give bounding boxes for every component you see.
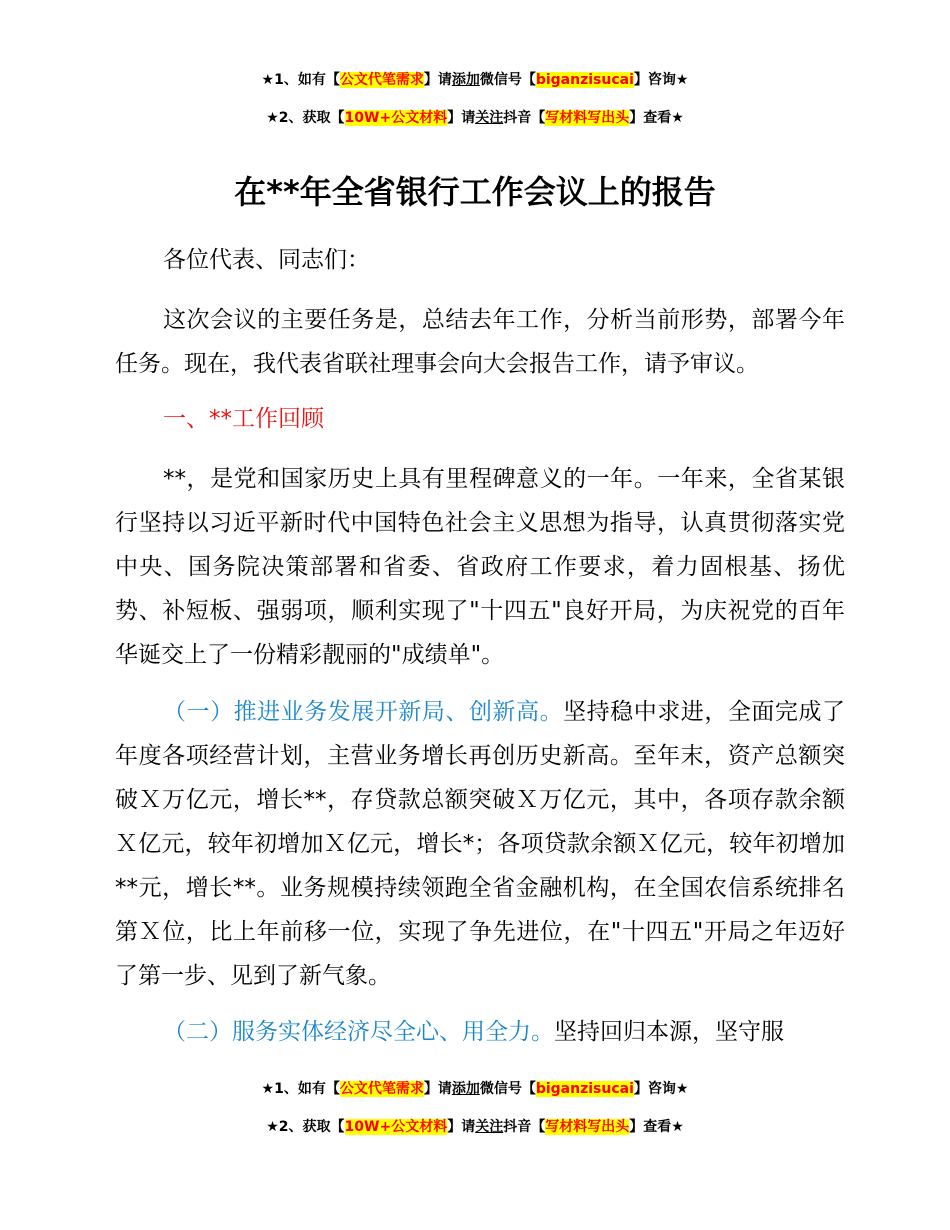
highlight-materials: 10W+公文材料 bbox=[344, 1119, 448, 1135]
highlight-service: 公文代笔需求 bbox=[339, 72, 424, 88]
highlight-wechat-id: biganzisucai bbox=[535, 72, 634, 88]
footer-banner-line-1: ★1、如有【公文代笔需求】请添加微信号【biganzisucai】咨询★ bbox=[261, 1081, 689, 1097]
subsection-1 bbox=[115, 690, 845, 998]
intro-paragraph: 这次会议的主要任务是，总结去年工作，分析当前形势，部署今年任务。现在，我代表省联社理事会向大会报告工作，请予审议。 bbox=[115, 307, 845, 377]
star-icon: ★ bbox=[675, 72, 689, 88]
star-icon: ★ bbox=[266, 110, 279, 126]
star-icon: ★ bbox=[671, 110, 684, 126]
star-icon: ★ bbox=[261, 72, 275, 88]
subsection-2 bbox=[115, 1010, 845, 1054]
highlight-wechat-id: biganzisucai bbox=[535, 1081, 634, 1097]
section-heading-review: 一、**工作回顾 bbox=[163, 406, 324, 432]
highlight-douyin-account: 写材料写出头 bbox=[545, 110, 630, 126]
highlight-materials: 10W+公文材料 bbox=[344, 110, 448, 126]
star-icon: ★ bbox=[266, 1119, 279, 1135]
document-title: 在**年全省银行工作会议上的报告 bbox=[234, 173, 716, 211]
subsection-1-heading: （一）推进业务发展开新局、创新高。 bbox=[163, 699, 564, 725]
footer-banner-line-2: ★2、获取【10W+公文材料】请关注抖音【写材料写出头】查看★ bbox=[266, 1119, 684, 1135]
star-icon: ★ bbox=[675, 1081, 689, 1097]
subsection-2-body: 坚持回归本源，坚守服 bbox=[554, 1019, 784, 1045]
salutation: 各位代表、同志们： bbox=[163, 247, 370, 273]
star-icon: ★ bbox=[671, 1119, 684, 1135]
header-banner-line-1: ★1、如有【公文代笔需求】请添加微信号【biganzisucai】咨询★ bbox=[261, 72, 689, 88]
subsection-1-body: 坚持稳中求进，全面完成了年度各项经营计划，主营业务增长再创历史新高。至年末，资产总额突破Ｘ万亿元，增长**，存贷款总额突破Ｘ万亿元，其中，各项存款余额Ｘ亿元，较年初增加Ｘ亿元，增长*；各项贷款余额Ｘ亿元，较年初增加**元，增长**。业务规模持续领跑全省金融机构，在全国农信系统排名第Ｘ位，比上年前移一位，实现了争先进位，在"十四五"开局之年迈好了第一步、见到了新气象。 bbox=[115, 699, 846, 989]
highlight-service: 公文代笔需求 bbox=[339, 1081, 424, 1097]
highlight-douyin-account: 写材料写出头 bbox=[545, 1119, 630, 1135]
star-icon: ★ bbox=[261, 1081, 275, 1097]
subsection-2-heading: （二）服务实体经济尽全心、用全力。 bbox=[163, 1019, 554, 1045]
header-banner-line-2: ★2、获取【10W+公文材料】请关注抖音【写材料写出头】查看★ bbox=[266, 110, 684, 126]
section-paragraph-review: **，是党和国家历史上具有里程碑意义的一年。一年来，全省某银行坚持以习近平新时代中国特色社会主义思想为指导，认真贯彻落实党中央、国务院决策部署和省委、省政府工作要求，着力固根基、扬优势、补短板、强弱项，顺利实现了"十四五"良好开局，为庆祝党的百年华诞交上了一份精彩靓丽的"成绩单"。 bbox=[115, 466, 845, 668]
